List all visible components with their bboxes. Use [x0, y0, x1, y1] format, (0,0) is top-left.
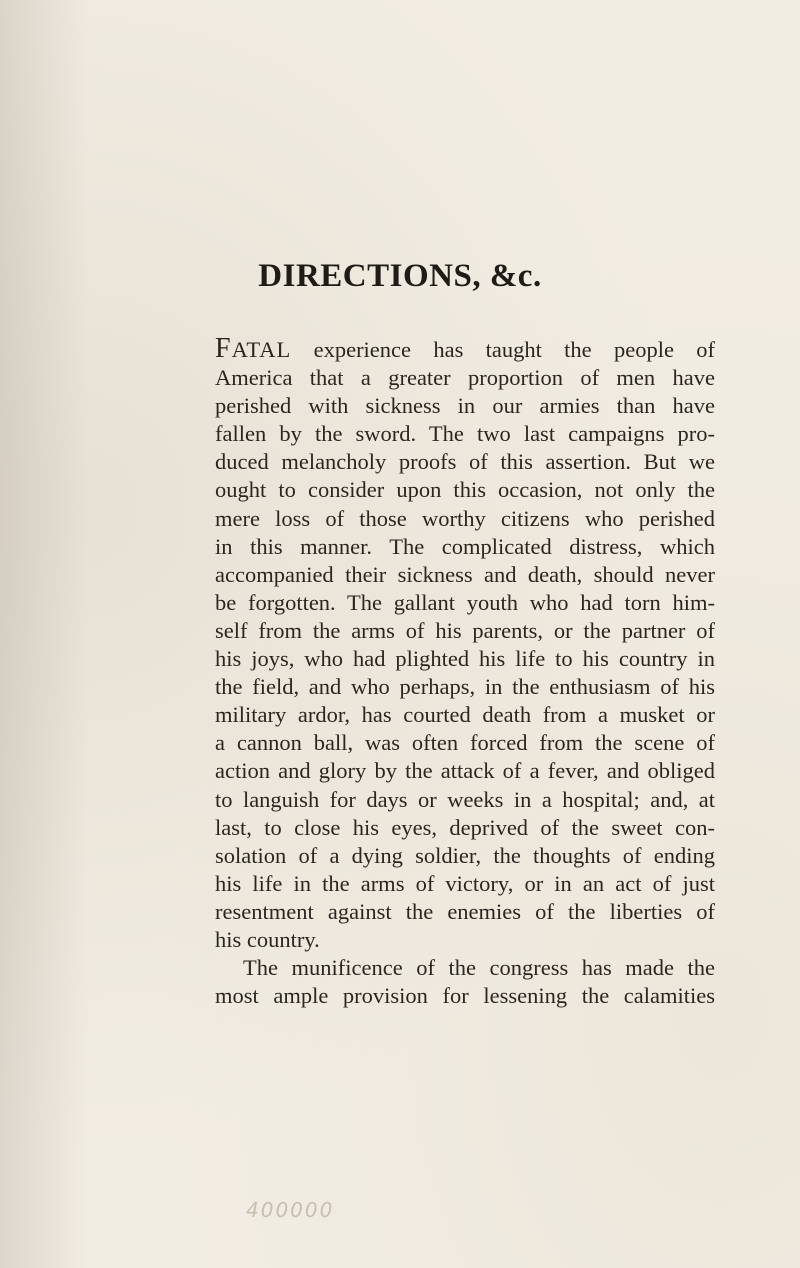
- text-line: America that a greater proportion of men have: [215, 365, 715, 391]
- text-line: The munificence of the congress has made the: [243, 955, 715, 981]
- first-line-rest: experience has taught the people of: [313, 337, 715, 362]
- first-word-rest: ATAL: [231, 337, 292, 362]
- catalog-mark: 400000: [246, 1198, 335, 1222]
- text-line: fallen by the sword. The two last campaigns pro-: [215, 421, 715, 447]
- text-line: most ample provision for lessening the calamities: [215, 983, 715, 1009]
- text-line: military ardor, has courted death from a musket or: [215, 702, 715, 728]
- text-line: perished with sickness in our armies than have: [215, 393, 715, 419]
- drop-cap: F: [215, 333, 232, 364]
- text-line: resentment against the enemies of the liberties of: [215, 898, 715, 924]
- text-line: be forgotten. The gallant youth who had torn him-: [215, 589, 715, 615]
- page-edge-shadow: [0, 0, 90, 1268]
- text-line: last, to close his eyes, deprived of the sweet con-: [215, 814, 715, 840]
- text-line: self from the arms of his parents, or the partner of: [215, 617, 715, 643]
- text-line: duced melancholy proofs of this assertion. But we: [215, 449, 715, 475]
- page-heading: DIRECTIONS, &c.: [258, 258, 542, 294]
- text-line: mere loss of those worthy citizens who perished: [215, 505, 715, 531]
- text-line: [215, 335, 715, 364]
- body-text: [215, 335, 715, 1010]
- text-line: action and glory by the attack of a fever, and obliged: [215, 758, 715, 784]
- text-line: to languish for days or weeks in a hospital; and, at: [215, 786, 715, 812]
- text-line: his country.: [215, 926, 320, 952]
- text-line: his life in the arms of victory, or in an act of just: [215, 870, 715, 896]
- text-line: the field, and who perhaps, in the enthusiasm of his: [215, 674, 715, 700]
- text-line: in this manner. The complicated distress, which: [215, 533, 715, 559]
- text-line: ought to consider upon this occasion, not only the: [215, 477, 715, 503]
- text-line: accompanied their sickness and death, should never: [215, 561, 715, 587]
- text-line: his joys, who had plighted his life to his country in: [215, 646, 715, 672]
- text-line: solation of a dying soldier, the thoughts of ending: [215, 842, 715, 868]
- text-line: a cannon ball, was often forced from the scene of: [215, 730, 715, 756]
